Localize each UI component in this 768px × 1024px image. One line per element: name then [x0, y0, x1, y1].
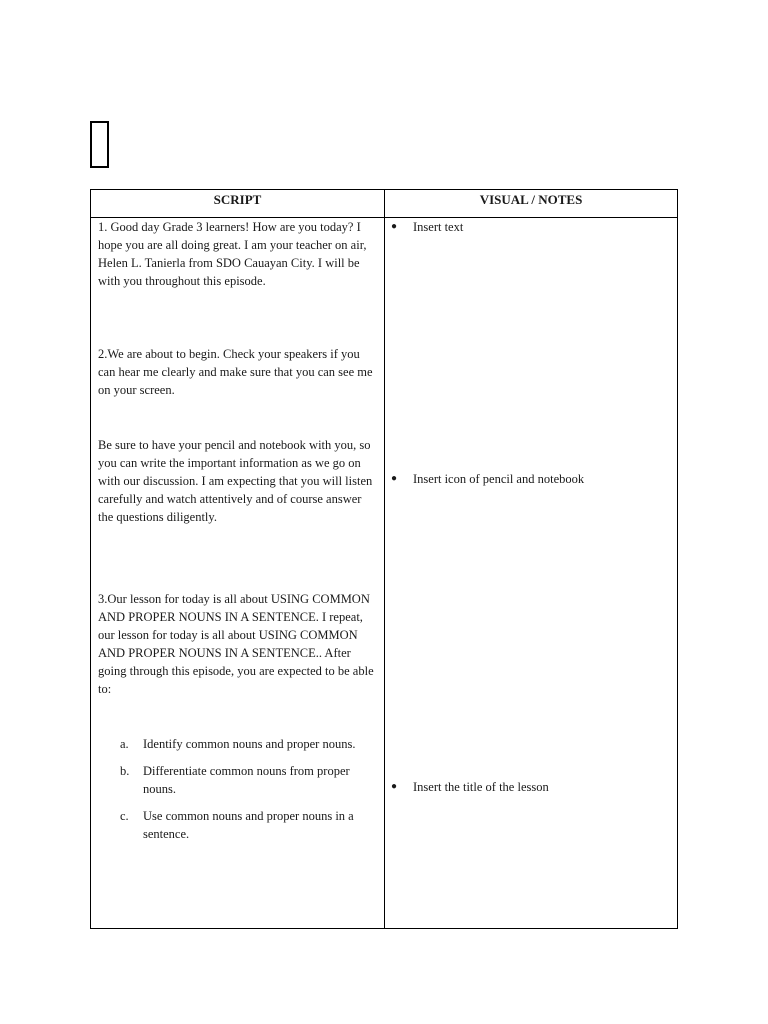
objectives-list	[98, 735, 379, 852]
script-paragraph-greeting: 1. Good day Grade 3 learners! How are you today? I hope you are all doing great. I am your teacher on air, Helen L. Tanierla from SDO Cauayan City. I will be with you throughout this episode.	[98, 220, 367, 288]
script-paragraph-materials: Be sure to have your pencil and notebook with you, so you can write the important information as we go on with our discussion. I am expecting that you will listen carefully and watch attentively and of course answer the questions diligently.	[98, 438, 373, 524]
objective-item	[98, 807, 379, 843]
bullet-icon: ●	[391, 781, 398, 792]
note-text: Insert the title of the lesson	[413, 780, 549, 794]
note-text: Insert text	[413, 220, 464, 234]
note-insert-text	[391, 218, 671, 236]
script-paragraph-begin: 2.We are about to begin. Check your speakers if you can hear me clearly and make sure that you can see me on your screen.	[98, 347, 373, 397]
objective-item	[98, 735, 379, 753]
objective-letter: a.	[120, 737, 129, 751]
bullet-icon: ●	[391, 221, 398, 232]
script-table	[90, 189, 678, 929]
objective-letter: b.	[120, 764, 130, 778]
empty-checkbox-frame	[90, 121, 109, 168]
objective-item	[98, 762, 379, 798]
note-insert-title	[391, 778, 671, 796]
objective-letter: c.	[120, 809, 129, 823]
table-header-row	[91, 190, 677, 218]
header-script: SCRIPT	[213, 192, 262, 207]
column-divider	[384, 190, 385, 928]
objective-text: Identify common nouns and proper nouns.	[143, 737, 356, 751]
bullet-icon: ●	[391, 473, 398, 484]
note-text: Insert icon of pencil and notebook	[413, 472, 585, 486]
objective-text: Use common nouns and proper nouns in a sentence.	[143, 809, 354, 841]
header-visual-notes: VISUAL / NOTES	[479, 192, 583, 207]
script-paragraph-lesson: 3.Our lesson for today is all about USING COMMON AND PROPER NOUNS IN A SENTENCE. I repeat, our lesson for today is all about USING COMMON AND PROPER NOUNS IN A SENTENCE.. After going through this episode, you are expected to be able to:	[98, 592, 374, 696]
objective-text: Differentiate common nouns from proper nouns.	[143, 764, 350, 796]
note-insert-icon	[391, 470, 671, 488]
